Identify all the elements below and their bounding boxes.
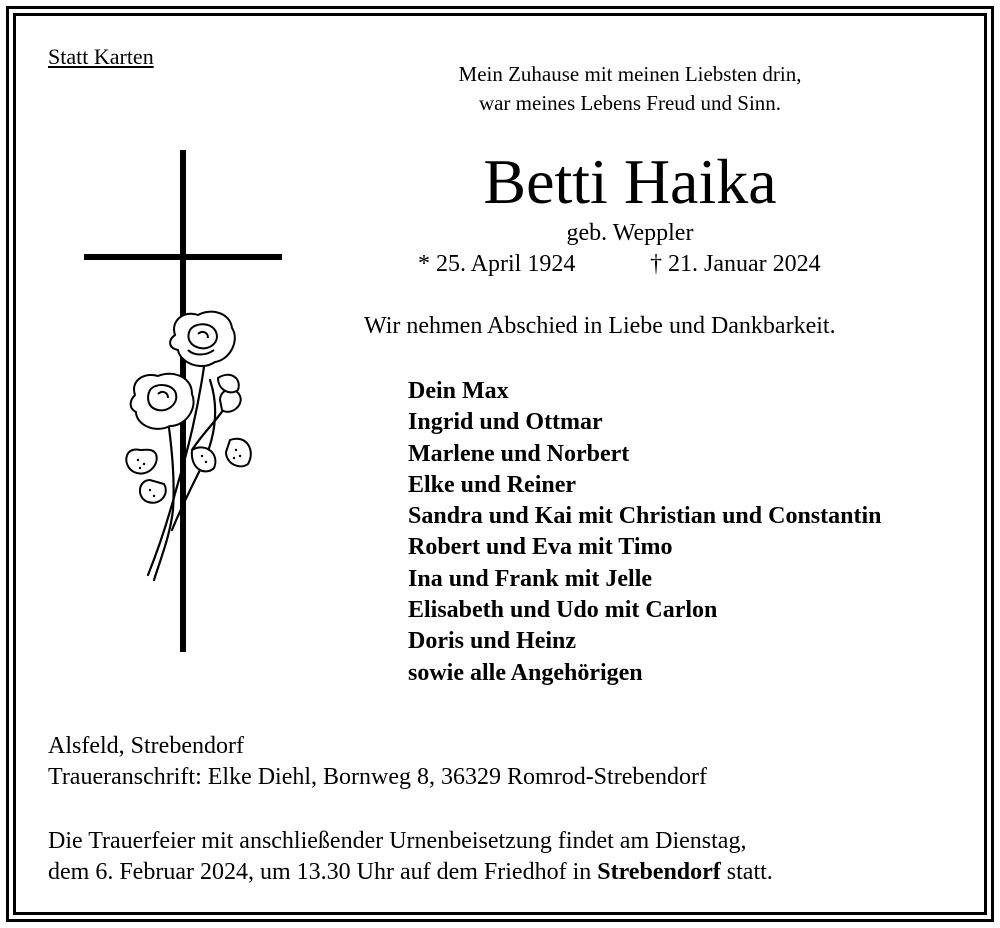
- location: Alsfeld, Strebendorf: [48, 733, 244, 759]
- mourner-line: Elisabeth und Udo mit Carlon: [408, 597, 718, 624]
- birth-date: * 25. April 1924: [418, 251, 576, 277]
- cross-with-roses-icon: [80, 150, 290, 655]
- ceremony-line-1: Die Trauerfeier mit anschließender Urnenbeisetzung findet am Dienstag,: [48, 828, 747, 854]
- mourner-line: Doris und Heinz: [408, 628, 577, 655]
- mourners-list: [408, 376, 881, 689]
- mourner-line: sowie alle Angehörigen: [408, 659, 643, 686]
- mourner-line: Elke und Reiner: [408, 471, 577, 498]
- mourner-line: Sandra und Kai mit Christian und Constantin: [408, 503, 882, 530]
- ceremony-text-a: dem 6. Februar 2024, um 13.30 Uhr auf dem Friedhof in: [48, 859, 598, 885]
- death-date: † 21. Januar 2024: [650, 251, 821, 277]
- verse-line-2: war meines Lebens Freud und Sinn.: [478, 91, 782, 115]
- ceremony-line-2: [48, 859, 773, 886]
- mourner-line: Marlene und Norbert: [408, 440, 630, 467]
- maiden-name: geb. Weppler: [566, 220, 694, 246]
- mourner-line: Ingrid und Ottmar: [408, 409, 603, 436]
- verse: [400, 60, 860, 118]
- ceremony-place-bold: Strebendorf: [597, 859, 721, 885]
- farewell-text: Wir nehmen Abschied in Liebe und Dankbarkeit.: [364, 313, 836, 339]
- verse-line-1: Mein Zuhause mit meinen Liebsten drin,: [458, 62, 802, 86]
- mourner-line: Dein Max: [408, 378, 509, 404]
- ceremony-text-b: statt.: [720, 859, 773, 885]
- mourner-line: Robert und Eva mit Timo: [408, 534, 673, 561]
- deceased-name: Betti Haika: [483, 146, 777, 217]
- mourning-address: Traueranschrift: Elke Diehl, Bornweg 8, 36329 Romrod-Strebendorf: [48, 764, 707, 790]
- statt-karten-label: Statt Karten: [48, 44, 154, 69]
- mourner-line: Ina und Frank mit Jelle: [408, 565, 653, 592]
